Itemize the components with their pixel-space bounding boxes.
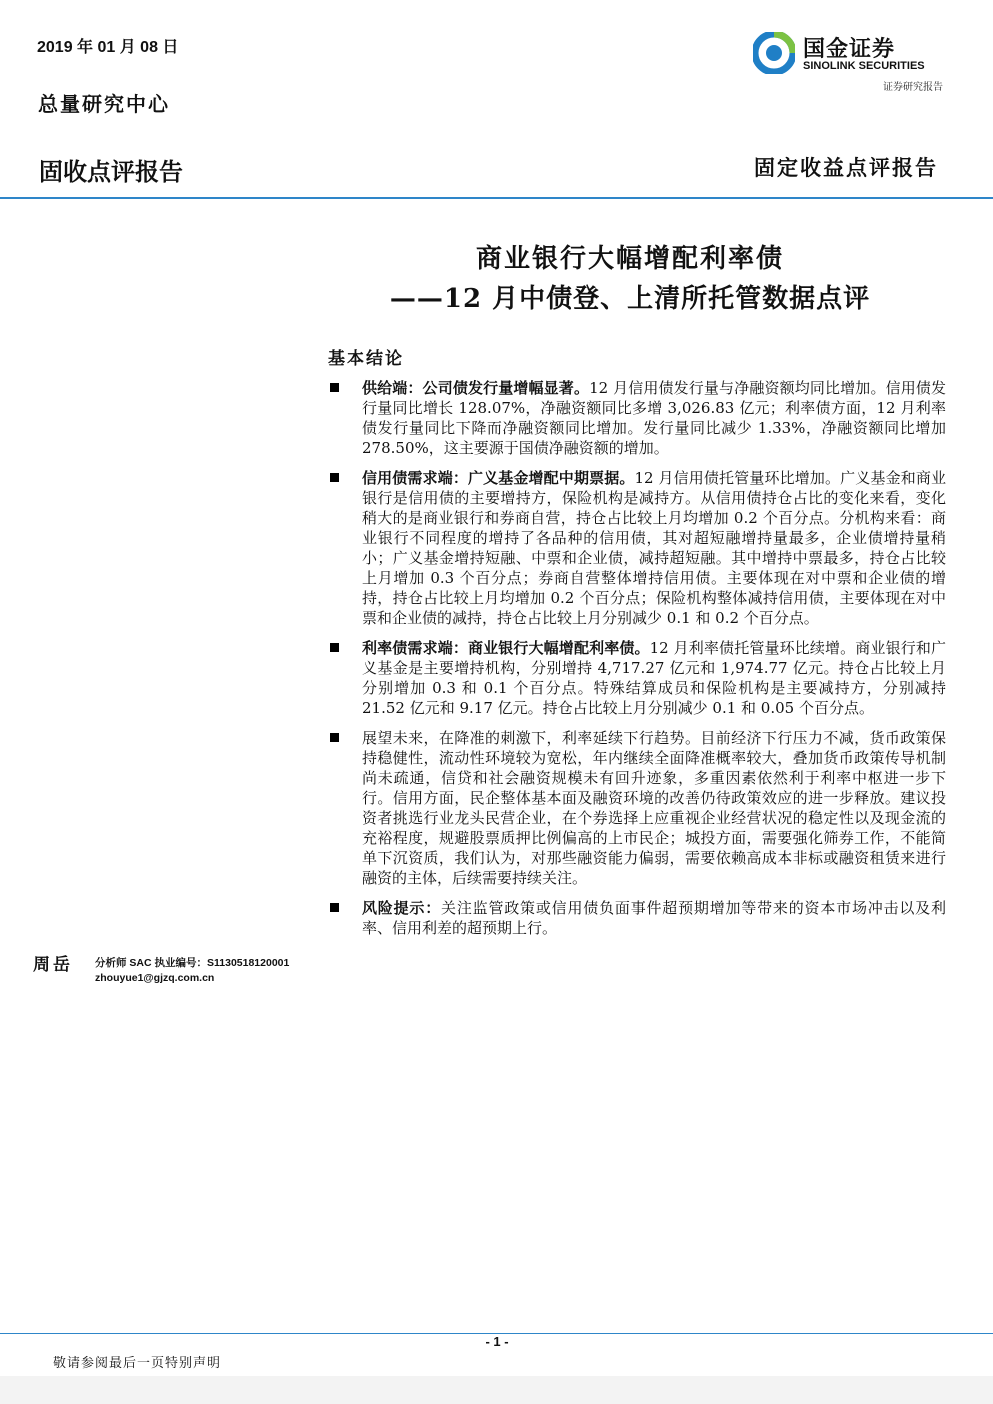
bullet-text: 关注监管政策或信用债负面事件超预期增加等带来的资本市场冲击以及利率、信用利差的超预期上行。 <box>362 899 946 937</box>
disclaimer-note: 敬请参阅最后一页特别声明 <box>53 1356 222 1371</box>
section-heading: 基本结论 <box>328 349 404 369</box>
analyst-name: 周岳 <box>33 955 73 975</box>
report-date: 2019 年 01 月 08 日 <box>37 39 179 56</box>
bullet-text: 12 月信用债发行量与净融资额均同比增加。信用债发行量同比增长 128.07%，净融资额同比多增 3,026.83 亿元；利率债方面，12 月利率债发行量同比下降而净融资额同比增加。发行量同比减少 1.33%，净融资额同比增加 278.50%，这主要源于国债净融资额的增加。 <box>362 379 946 457</box>
square-bullet-icon <box>330 643 339 652</box>
bullet-risk <box>328 898 946 938</box>
analyst-cert: 分析师 SAC 执业编号：S1130518120001 <box>95 957 290 969</box>
bullet-text: 12 月信用债托管量环比增加。广义基金和商业银行是信用债的主要增持方，保险机构是减持方。从信用债持仓占比的变化来看，变化稍大的是商业银行和券商自营，持仓占比较上月均增加 0.2 个百分点。分机构来看：商业银行不同程度的增持了各品种的信用债，其对超短融增持量最多，企业债增持量稍小；广义基金增持短融、中票和企业债，减持超短融。其中增持中票最多，持仓占比较上月增加 0.3 个百分点；券商自营整体增持信用债。主要体现在对中票和企业债的增持，持仓占比较上月均增加 0.2 个百分点；保险机构整体减持信用债，主要体现在对中票和企业债的减持，持仓占比较上月分别减少 0.1 和 0.2 个百分点。 <box>362 469 946 627</box>
conclusion-list <box>328 378 946 948</box>
logo-name-cn: 国金证券 <box>803 37 896 62</box>
bullet-lead: 利率债需求端：商业银行大幅增配利率债。 <box>362 639 650 657</box>
analyst-info <box>95 956 289 986</box>
report-type-right: 固定收益点评报告 <box>754 155 938 180</box>
report-subtitle: ——12 月中债登、上清所托管数据点评 <box>389 284 871 314</box>
bullet-rate-demand <box>328 638 946 718</box>
square-bullet-icon <box>330 383 339 392</box>
square-bullet-icon <box>330 473 339 482</box>
sinolink-logo-icon <box>753 32 795 74</box>
bullet-lead: 风险提示： <box>362 899 442 917</box>
bottom-strip <box>0 1376 993 1404</box>
report-type-left: 固收点评报告 <box>39 158 183 186</box>
bullet-text: 12 月利率债托管量环比续增。商业银行和广义基金是主要增持机构，分别增持 4,717.27 亿元和 1,974.77 亿元。持仓占比较上月分别增加 0.3 和 0.1 个百分点。特殊结算成员和保险机构是主要减持方，分别减持 21.52 亿元和 9.17 亿元。持仓占比较上月分别减少 0.1 和 0.05 个百分点。 <box>362 639 946 717</box>
logo-name-en: SINOLINK SECURITIES <box>803 60 925 72</box>
page-number: - 1 - <box>485 1334 509 1349</box>
company-logo <box>753 30 943 94</box>
department-name: 总量研究中心 <box>38 92 170 116</box>
square-bullet-icon <box>330 733 339 742</box>
header-divider <box>0 197 993 199</box>
logo-subtitle: 证券研究报告 <box>883 82 943 93</box>
bullet-credit-demand <box>328 468 946 628</box>
bullet-lead: 供给端：公司债发行量增幅显著。 <box>362 379 590 397</box>
bullet-text: 展望未来，在降准的刺激下，利率延续下行趋势。目前经济下行压力不减，货币政策保持稳健性，流动性环境较为宽松，年内继续全面降准概率较大，叠加货币政策传导机制尚未疏通，信贷和社会融资规模未有回升迹象，多重因素依然利于利率中枢进一步下行。信用方面，民企整体基本面及融资环境的改善仍待政策效应的进一步释放。建议投资者挑选行业龙头民营企业，在个券选择上应重视企业经营状况的稳定性以及现金流的充裕程度，规避股票质押比例偏高的上市民企；城投方面，需要强化筛券工作，不能简单下沉资质，我们认为，对那些融资能力偏弱，需要依赖高成本非标或融资租赁来进行融资的主体，后续需要持续关注。 <box>362 729 946 887</box>
bullet-supply <box>328 378 946 458</box>
analyst-email[interactable]: zhouyue1@gjzq.com.cn <box>95 972 215 984</box>
square-bullet-icon <box>330 903 339 912</box>
report-title: 商业银行大幅增配利率债 <box>475 244 784 274</box>
bullet-lead: 信用债需求端：广义基金增配中期票据。 <box>362 469 635 487</box>
bullet-outlook <box>328 728 946 888</box>
